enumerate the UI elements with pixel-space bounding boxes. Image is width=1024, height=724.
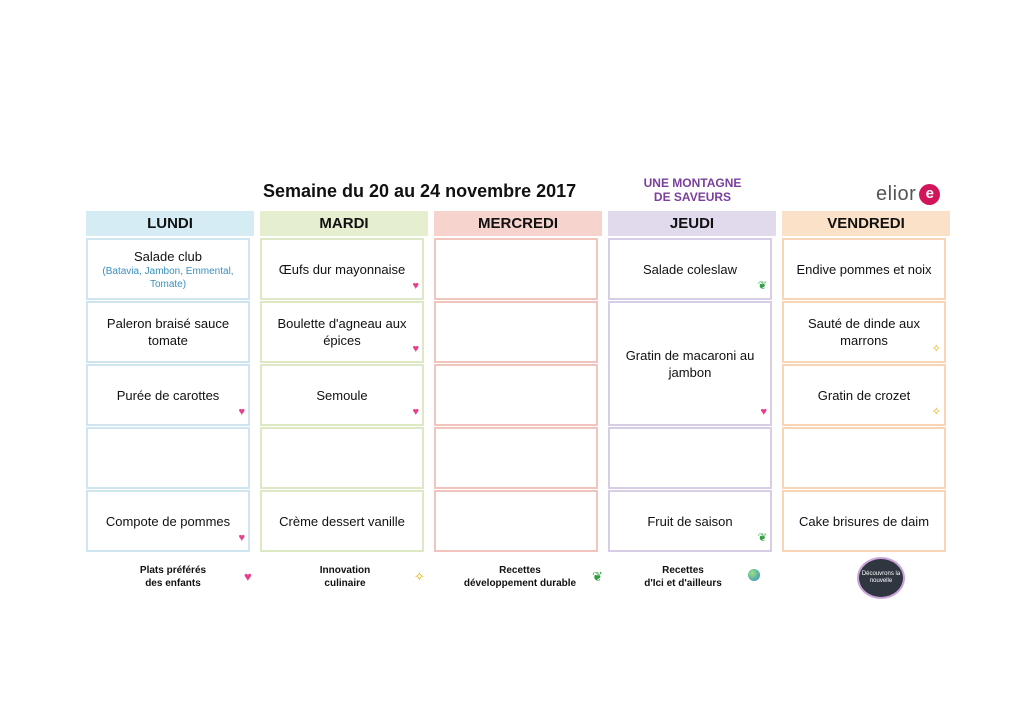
meal-cell <box>86 490 250 552</box>
logo-mark-icon: e <box>919 184 940 205</box>
legend-item <box>118 564 228 590</box>
day-column-lundi <box>86 211 254 544</box>
magic-wand-icon: ✧ <box>414 569 425 584</box>
theme-line-2: DE SAVEURS <box>653 190 732 204</box>
legend-line-2: développement durable <box>463 578 577 589</box>
meal-cell <box>434 364 598 426</box>
elior-logo <box>876 180 940 208</box>
meal-cell <box>260 490 424 552</box>
legend-line-2: culinaire <box>324 578 366 589</box>
legend-item <box>628 564 738 590</box>
meal-label: Crème dessert vanille <box>279 513 405 529</box>
meal-label: Cake brisures de daim <box>798 513 930 529</box>
meal-cell <box>434 301 598 363</box>
theme-label <box>625 176 760 204</box>
meal-cell <box>608 301 772 426</box>
meal-cell <box>782 238 946 300</box>
meal-label: Boulette d'agneau aux épices <box>277 316 407 348</box>
leaf-icon: ❦ <box>757 532 767 544</box>
meal-label: Purée de carottes <box>116 387 220 403</box>
legend-line-1: Recettes <box>499 565 541 576</box>
meal-cell <box>260 364 424 426</box>
meal-cell <box>782 427 946 489</box>
meal-cell <box>782 490 946 552</box>
meal-cell <box>608 238 772 300</box>
meal-cell <box>86 364 250 426</box>
theme-line-1: UNE MONTAGNE <box>643 176 742 190</box>
meal-cell <box>782 364 946 426</box>
magic-wand-icon: ✧ <box>931 343 941 355</box>
heart-icon: ♥ <box>412 406 419 418</box>
day-column-mercredi <box>434 211 602 236</box>
meal-label: Paleron braisé sauce tomate <box>106 316 230 348</box>
meal-cell <box>86 427 250 489</box>
day-column-jeudi <box>608 211 776 544</box>
day-header: VENDREDI <box>782 211 950 236</box>
day-column-mardi <box>260 211 428 529</box>
legend-item <box>290 564 400 590</box>
heart-icon: ♥ <box>412 280 419 292</box>
meal-cell <box>86 238 250 300</box>
magic-wand-icon: ✧ <box>931 406 941 418</box>
heart-icon: ♥ <box>238 406 245 418</box>
meal-label: Salade coleslaw <box>643 261 737 277</box>
legend-line-1: Plats préférés <box>139 565 207 576</box>
meal-cell <box>608 427 772 489</box>
meal-label: Gratin de macaroni au jambon <box>625 347 755 380</box>
legend-line-1: Recettes <box>662 565 704 576</box>
meal-cell <box>434 238 598 300</box>
meal-cell <box>434 490 598 552</box>
day-header: MARDI <box>260 211 428 236</box>
day-header: LUNDI <box>86 211 254 236</box>
leaf-icon: ❦ <box>757 280 767 292</box>
meal-cell <box>260 427 424 489</box>
meal-label: Œufs dur mayonnaise <box>278 261 406 277</box>
legend-line-2: d'Ici et d'ailleurs <box>644 578 722 589</box>
globe-icon <box>748 569 760 584</box>
meal-detail: (Batavia, Jambon, Emmental, Tomate) <box>102 265 234 290</box>
page-title: Semaine du 20 au 24 novembre 2017 <box>263 181 577 201</box>
meal-cell <box>260 301 424 363</box>
day-header: JEUDI <box>608 211 776 236</box>
meal-label: Sauté de dinde aux marrons <box>807 316 921 348</box>
logo-text: elior <box>876 182 917 205</box>
meal-label: Gratin de crozet <box>817 387 911 403</box>
meal-cell <box>86 301 250 363</box>
legend-item <box>455 564 585 590</box>
discovery-badge-logo <box>857 557 905 599</box>
meal-label: Fruit de saison <box>647 513 733 529</box>
legend-line-2: des enfants <box>145 578 201 589</box>
meal-label: Compote de pommes <box>105 513 231 529</box>
badge-text: Découvrons la nouvelle <box>861 571 901 584</box>
legend-line-1: Innovation <box>319 565 371 576</box>
day-column-vendredi <box>782 211 950 529</box>
leaf-icon: ❦ <box>592 569 603 584</box>
meal-cell <box>782 301 946 363</box>
heart-icon: ♥ <box>760 406 767 418</box>
meal-label: Endive pommes et noix <box>796 261 932 277</box>
heart-icon: ♥ <box>244 569 252 584</box>
meal-label: Semoule <box>316 387 368 403</box>
meal-label: Salade club <box>134 248 202 264</box>
heart-icon: ♥ <box>412 343 419 355</box>
meal-cell <box>260 238 424 300</box>
day-header: MERCREDI <box>434 211 602 236</box>
heart-icon: ♥ <box>238 532 245 544</box>
meal-cell <box>434 427 598 489</box>
meal-cell <box>608 490 772 552</box>
